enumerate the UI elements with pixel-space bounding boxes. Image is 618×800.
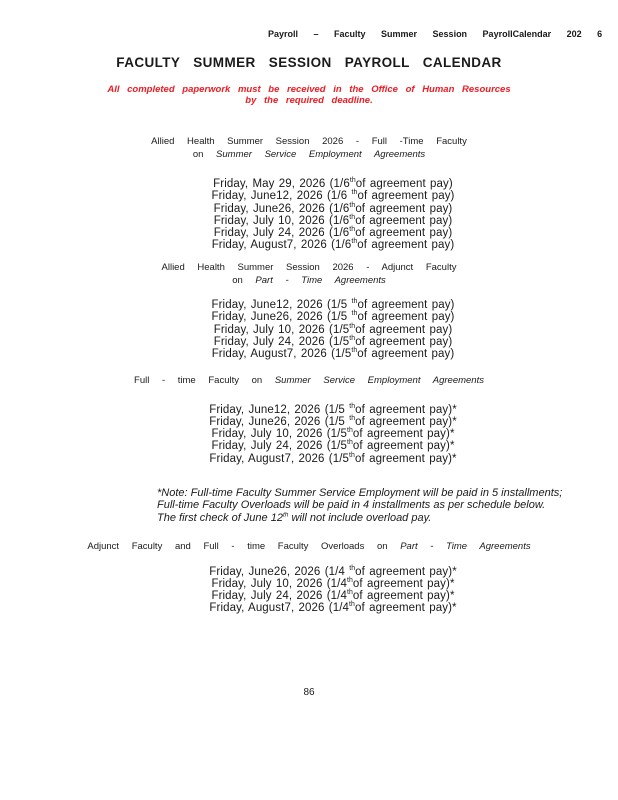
note-line: *Note: Full-time Faculty Summer Service Employment will be paid in 5 installments; <box>157 487 563 499</box>
heading-line <box>0 136 618 149</box>
ordinal-superscript: th <box>351 189 358 197</box>
heading-text: Part - Time Agreements <box>400 541 531 552</box>
pay-date <box>24 178 618 190</box>
heading-line <box>0 275 618 288</box>
section-heading <box>0 262 618 287</box>
pay-date-text: of agreement pay) <box>357 299 455 311</box>
pay-date <box>24 190 618 202</box>
pay-date <box>24 227 618 239</box>
pay-date-text: of agreement pay) <box>355 227 453 240</box>
ordinal-superscript: th <box>349 214 356 222</box>
ordinal-superscript: th <box>349 322 356 330</box>
heading-text: Adjunct Faculty and Full - time Faculty Overloads on <box>87 541 388 552</box>
pay-date-text: Friday, June12, 2026 (1/5 <box>209 403 350 416</box>
heading-line <box>0 541 618 554</box>
pay-date-text: Friday, July 24, 2026 (1/5 <box>211 440 347 453</box>
pay-date-text: Friday, July 10, 2026 (1/5 <box>211 428 347 441</box>
pay-date <box>24 299 618 311</box>
heading-line <box>0 375 618 388</box>
page-number: 86 <box>303 687 315 698</box>
section-full-time-faculty <box>0 375 618 465</box>
pay-date-text: of agreement pay)* <box>355 403 457 416</box>
installments-note <box>157 487 562 524</box>
pay-date <box>24 336 618 348</box>
pay-date-text: Friday, August7, 2026 (1/5 <box>209 452 350 465</box>
ordinal-superscript: th <box>349 564 356 572</box>
pay-date-text: of agreement pay)* <box>352 577 455 590</box>
ordinal-superscript: th <box>349 414 356 422</box>
pay-date <box>24 416 618 428</box>
pay-date <box>24 566 618 578</box>
pay-date <box>24 404 618 416</box>
pay-date-text: of agreement pay)* <box>354 602 457 615</box>
pay-date <box>24 602 618 614</box>
pay-date-text: of agreement pay) <box>355 214 453 227</box>
pay-date <box>24 215 618 227</box>
heading-text: Part - Time Agreements <box>255 274 386 286</box>
pay-date-text: Friday, July 24, 2026 (1/4 <box>211 590 347 603</box>
section-heading <box>0 541 618 554</box>
pay-date-text: of agreement pay)* <box>352 428 455 441</box>
page-title: FACULTY SUMMER SESSION PAYROLL CALENDAR <box>116 55 502 70</box>
ordinal-superscript: th <box>349 451 355 459</box>
pay-date-text: of agreement pay) <box>355 335 453 348</box>
pay-date-text: Friday, July 10, 2026 (1/6 <box>213 214 350 227</box>
pay-date-text: of agreement pay)* <box>352 590 455 603</box>
pay-date-list <box>24 404 618 465</box>
pay-date-text: Friday, June26, 2026 (1/5 <box>211 311 352 324</box>
pay-date <box>24 324 618 336</box>
ordinal-superscript: th <box>349 201 356 209</box>
ordinal-superscript: th <box>351 347 358 355</box>
section-adjunct-overloads <box>0 541 618 615</box>
pay-date-text: of agreement pay)* <box>352 440 455 453</box>
ordinal-superscript: th <box>349 177 356 185</box>
pay-date-text: Friday, May 29, 2026 (1/6 <box>213 178 350 190</box>
pay-date-text: Friday, June12, 2026 (1/5 <box>211 299 352 311</box>
pay-date <box>24 578 618 590</box>
pay-date <box>24 348 618 360</box>
ordinal-superscript: th <box>346 589 353 597</box>
pay-date-text: of agreement pay) <box>355 202 453 215</box>
notice-line: All completed paperwork must be received in the Office of Human Resources <box>107 84 511 95</box>
heading-line <box>0 262 618 275</box>
pay-date-text: Friday, June12, 2026 (1/6 <box>211 190 352 203</box>
pay-date-text: Friday, August7, 2026 (1/6 <box>211 239 352 252</box>
pay-date <box>24 440 618 452</box>
ordinal-superscript: th <box>351 238 358 246</box>
pay-date-text: Friday, August7, 2026 (1/4 <box>209 602 350 615</box>
ordinal-superscript: th <box>351 310 358 318</box>
pay-date <box>24 590 618 602</box>
pay-date-text: Friday, July 10, 2026 (1/4 <box>211 577 347 590</box>
pay-date-text: Friday, June26, 2026 (1/6 <box>213 202 350 215</box>
pay-date-text: of agreement pay) <box>355 178 453 190</box>
note-line: Full-time Faculty Overloads will be paid in 4 installments as per schedule below. <box>157 499 546 512</box>
notice-line: by the required deadline. <box>245 95 373 106</box>
heading-text: on <box>192 148 204 160</box>
pay-date <box>24 239 618 251</box>
note-text: The first check of June 12 <box>157 511 283 524</box>
pay-date-text: of agreement pay)* <box>354 452 457 465</box>
section-heading <box>0 136 618 161</box>
ordinal-superscript: th <box>349 335 356 343</box>
pay-date-list <box>24 299 618 360</box>
heading-text: Summer Service Employment Agreements <box>216 148 426 160</box>
pay-date <box>24 311 618 323</box>
pay-date-text: Friday, June26, 2026 (1/4 <box>209 565 350 578</box>
pay-date-text: of agreement pay) <box>357 239 455 252</box>
pay-date-text: of agreement pay) <box>355 323 453 336</box>
heading-text: Full - time Faculty on <box>134 375 263 386</box>
pay-date-text: Friday, July 10, 2026 (1/5 <box>213 323 350 336</box>
ordinal-superscript: th <box>282 511 289 519</box>
heading-text: Allied Health Summer Session 2026 - Full -Time Faculty <box>151 136 467 147</box>
pay-date-list <box>24 566 618 615</box>
ordinal-superscript: th <box>349 601 355 609</box>
ordinal-superscript: th <box>351 298 358 306</box>
pay-date-text: Friday, July 24, 2026 (1/6 <box>213 227 350 240</box>
heading-text: Allied Health Summer Session 2026 - Adjunct Faculty <box>161 262 457 273</box>
pay-date <box>24 203 618 215</box>
pay-date <box>24 428 618 440</box>
pay-date-text: Friday, August7, 2026 (1/5 <box>211 348 352 361</box>
ordinal-superscript: th <box>349 226 356 234</box>
note-text: will not include overload pay. <box>288 511 432 524</box>
pay-date-text: Friday, June26, 2026 (1/5 <box>209 415 350 428</box>
ordinal-superscript: th <box>346 576 353 584</box>
pay-date-text: of agreement pay)* <box>355 565 457 578</box>
heading-text: on <box>232 274 243 286</box>
pay-date-text: of agreement pay)* <box>355 415 457 428</box>
section-allied-health-adjunct <box>0 262 618 360</box>
heading-text: Summer Service Employment Agreements <box>274 375 484 386</box>
pay-date-text: Friday, July 24, 2026 (1/5 <box>213 335 350 348</box>
note-line <box>157 512 562 524</box>
ordinal-superscript: th <box>346 427 353 435</box>
section-heading <box>0 375 618 388</box>
deadline-notice <box>0 84 618 106</box>
section-allied-health-full-time <box>0 136 618 252</box>
pay-date-list <box>24 178 618 252</box>
pay-date-text: of agreement pay) <box>357 348 455 361</box>
heading-line <box>0 149 618 162</box>
document-header: Payroll – Faculty Summer Session PayrollCalendar 202 6 <box>268 29 603 39</box>
ordinal-superscript: th <box>349 402 356 410</box>
ordinal-superscript: th <box>346 439 353 447</box>
pay-date-text: of agreement pay) <box>357 190 455 203</box>
pay-date <box>24 453 618 465</box>
pay-date-text: of agreement pay) <box>357 311 455 324</box>
